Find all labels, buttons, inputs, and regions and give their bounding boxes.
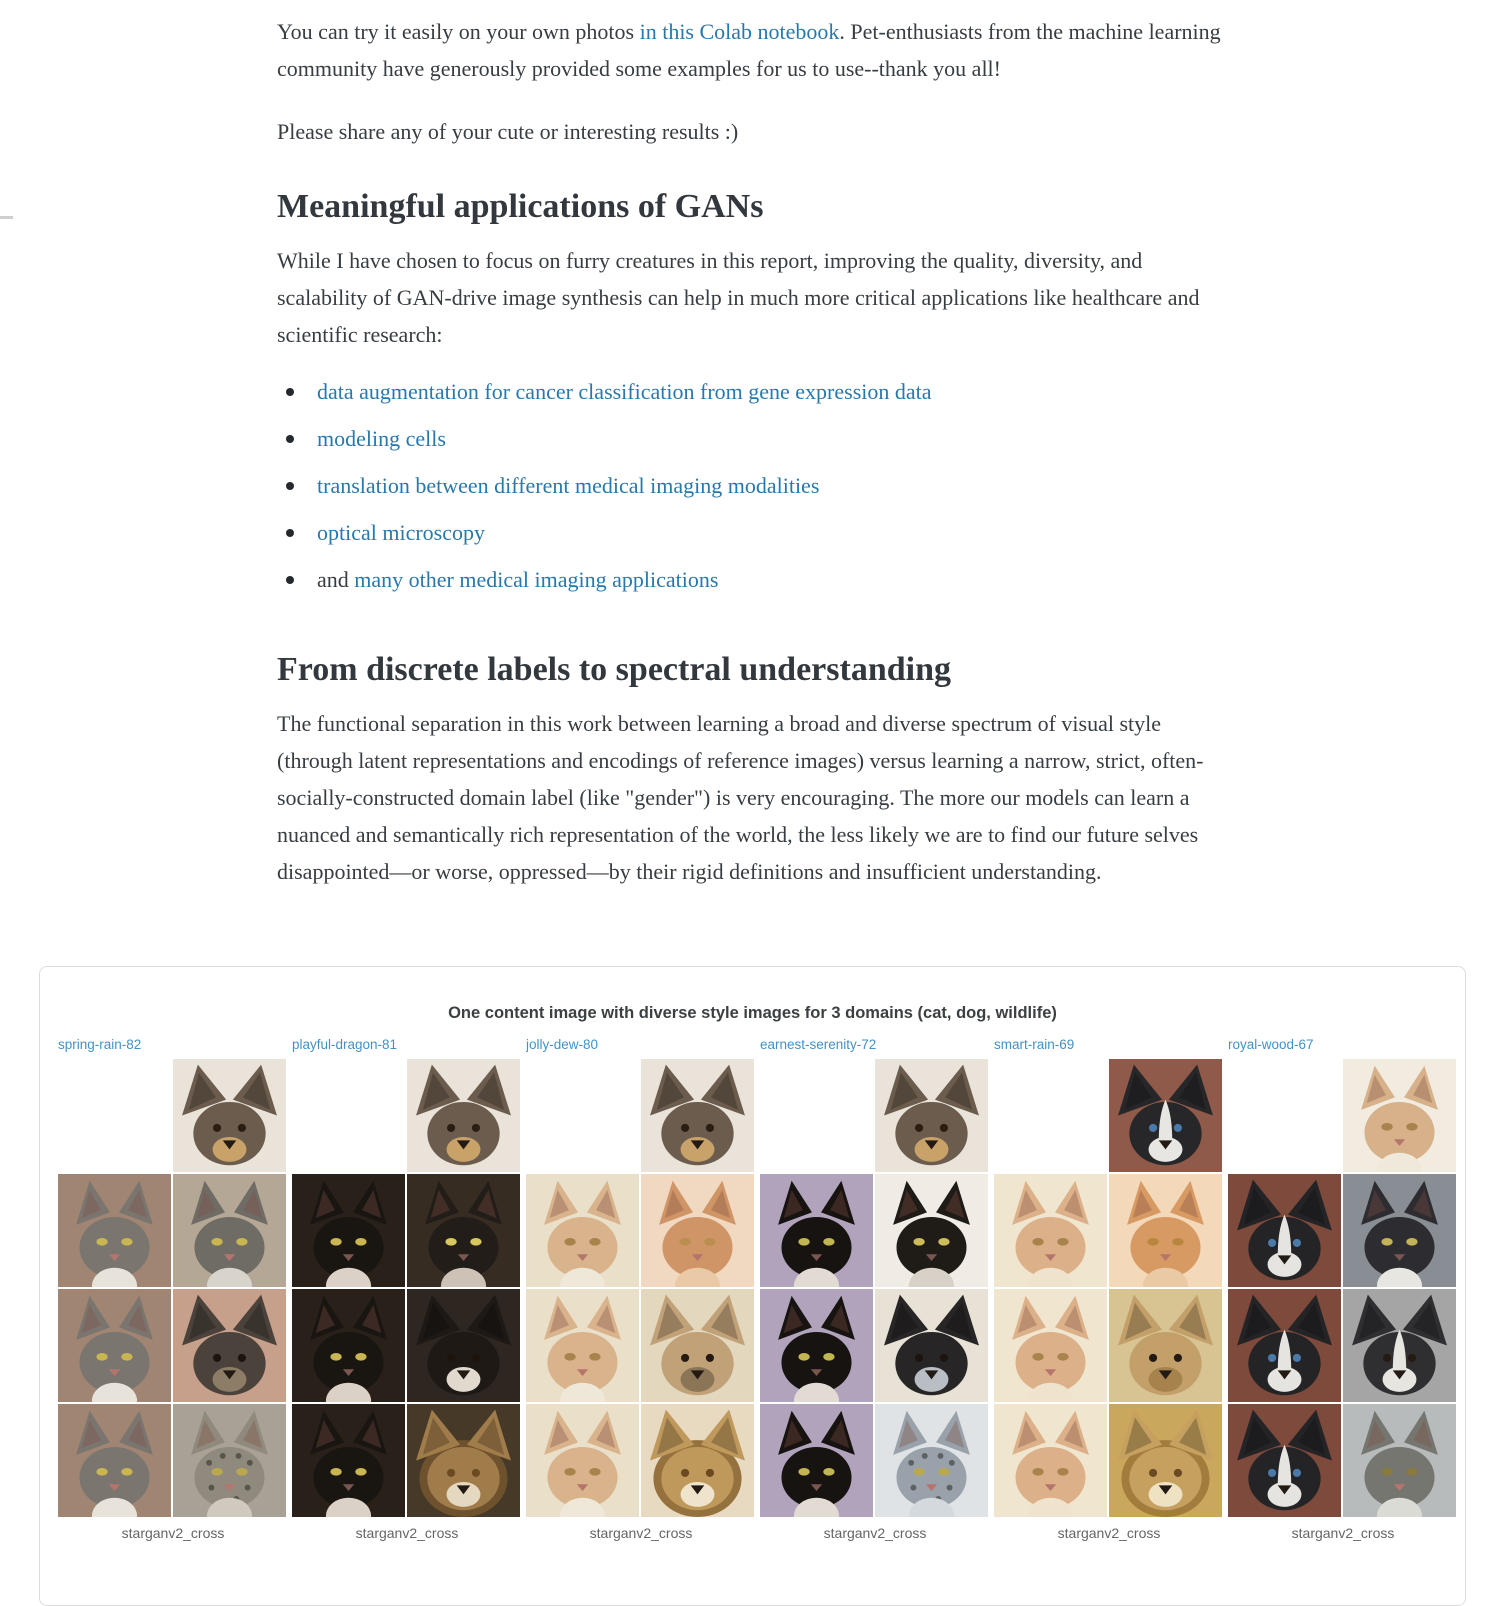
link-modeling-cells[interactable]: modeling cells <box>317 426 446 451</box>
link-data-augmentation[interactable]: data augmentation for cancer classification from gene expression data <box>317 379 932 404</box>
empty-cell <box>58 1059 171 1172</box>
output-cat-image[interactable] <box>875 1174 988 1287</box>
output-cat-image[interactable] <box>407 1174 520 1287</box>
run-name-link[interactable]: spring-rain-82 <box>58 1037 142 1052</box>
media-caption: starganv2_cross <box>589 1525 693 1541</box>
media-panel <box>39 966 1466 1606</box>
link-other-medical-imaging[interactable]: many other medical imaging applications <box>354 567 719 592</box>
output-wildlife-image[interactable] <box>1109 1404 1222 1517</box>
heading-meaningful-applications: Meaningful applications of GANs <box>277 188 764 225</box>
image-grid <box>292 1059 522 1517</box>
empty-cell <box>760 1059 873 1172</box>
colab-notebook-link[interactable]: in this Colab notebook <box>639 19 840 44</box>
output-dog-image[interactable] <box>875 1289 988 1402</box>
run-column <box>1228 1037 1458 1541</box>
style-cat-image[interactable] <box>526 1289 639 1402</box>
empty-cell <box>292 1059 405 1172</box>
media-panel-title: One content image with diverse style images for 3 domains (cat, dog, wildlife) <box>448 1004 1057 1022</box>
run-name-link[interactable]: earnest-serenity-72 <box>760 1037 877 1052</box>
style-dog-image[interactable] <box>1228 1289 1341 1402</box>
image-grid <box>994 1059 1224 1517</box>
paragraph-spectral: The functional separation in this work between learning a broad and diverse spectrum of visual style (through latent representations and encodings of reference images) versus learning a narrow, strict, often-socially-constructed domain label (like "gender") is very encouraging. The more our models can learn a nuanced and semantically rich representation of the world, the less likely we are to find our future selves disappointed—or worse, oppressed—by their rigid definitions and insufficient understanding. <box>277 711 1204 884</box>
output-cat-image[interactable] <box>1109 1174 1222 1287</box>
output-wildlife-image[interactable] <box>1343 1404 1456 1517</box>
style-cat-image[interactable] <box>292 1404 405 1517</box>
list-item <box>277 424 1225 454</box>
list-item <box>277 565 1225 595</box>
style-cat-image[interactable] <box>292 1174 405 1287</box>
content-dog-image[interactable] <box>641 1059 754 1172</box>
style-cat-image[interactable] <box>292 1289 405 1402</box>
bullet-icon <box>286 576 294 584</box>
output-cat-image[interactable] <box>173 1174 286 1287</box>
empty-cell <box>526 1059 639 1172</box>
run-column <box>292 1037 522 1541</box>
bullet-icon <box>286 435 294 443</box>
bullet-icon <box>286 482 294 490</box>
image-grid <box>1228 1059 1458 1517</box>
content-dog-image[interactable] <box>875 1059 988 1172</box>
style-cat-image[interactable] <box>526 1174 639 1287</box>
content-cat-image[interactable] <box>1343 1059 1456 1172</box>
output-dog-image[interactable] <box>173 1289 286 1402</box>
output-wildlife-image[interactable] <box>875 1404 988 1517</box>
run-column <box>58 1037 288 1541</box>
paragraph-text: You can try it easily on your own photos <box>277 19 640 44</box>
run-column <box>526 1037 756 1541</box>
list-item-text: and <box>317 567 355 592</box>
applications-list <box>277 377 1225 595</box>
run-column <box>760 1037 990 1541</box>
paragraph-share: Please share any of your cute or interesting results :) <box>277 119 739 144</box>
output-wildlife-image[interactable] <box>407 1404 520 1517</box>
style-dog-image[interactable] <box>1228 1174 1341 1287</box>
run-name-link[interactable]: royal-wood-67 <box>1228 1037 1314 1052</box>
report-body <box>277 0 1225 890</box>
style-cat-image[interactable] <box>994 1289 1107 1402</box>
heading-spectral-understanding: From discrete labels to spectral understanding <box>277 651 951 688</box>
output-cat-image[interactable] <box>641 1174 754 1287</box>
empty-cell <box>994 1059 1107 1172</box>
style-cat-image[interactable] <box>58 1404 171 1517</box>
media-panel-grid <box>40 1023 1465 1541</box>
left-margin-dash <box>0 216 13 219</box>
list-item <box>277 518 1225 548</box>
output-cat-image[interactable] <box>1343 1174 1456 1287</box>
paragraph-colab <box>277 0 1225 87</box>
list-item <box>277 377 1225 407</box>
output-wildlife-image[interactable] <box>641 1404 754 1517</box>
style-cat-image[interactable] <box>58 1174 171 1287</box>
style-cat-image[interactable] <box>994 1404 1107 1517</box>
style-cat-image[interactable] <box>760 1174 873 1287</box>
link-optical-microscopy[interactable]: optical microscopy <box>317 520 486 545</box>
output-wildlife-image[interactable] <box>173 1404 286 1517</box>
run-name-link[interactable]: playful-dragon-81 <box>292 1037 398 1052</box>
link-medical-imaging-translation[interactable]: translation between different medical imaging modalities <box>317 473 820 498</box>
paragraph-applications-intro: While I have chosen to focus on furry creatures in this report, improving the quality, diversity, and scalability of GAN-drive image synthesis can help in much more critical applications like healthcare and scientific research: <box>277 248 1200 347</box>
content-dog-image[interactable] <box>1109 1059 1222 1172</box>
media-caption: starganv2_cross <box>1291 1525 1395 1541</box>
style-cat-image[interactable] <box>994 1174 1107 1287</box>
content-dog-image[interactable] <box>407 1059 520 1172</box>
style-cat-image[interactable] <box>760 1289 873 1402</box>
style-cat-image[interactable] <box>760 1404 873 1517</box>
media-caption: starganv2_cross <box>121 1525 225 1541</box>
bullet-icon <box>286 529 294 537</box>
list-item <box>277 471 1225 501</box>
output-dog-image[interactable] <box>1343 1289 1456 1402</box>
image-grid <box>526 1059 756 1517</box>
run-column <box>994 1037 1224 1541</box>
media-caption: starganv2_cross <box>355 1525 459 1541</box>
run-name-link[interactable]: smart-rain-69 <box>994 1037 1075 1052</box>
image-grid <box>58 1059 288 1517</box>
style-cat-image[interactable] <box>526 1404 639 1517</box>
media-caption: starganv2_cross <box>823 1525 927 1541</box>
empty-cell <box>1228 1059 1341 1172</box>
image-grid <box>760 1059 990 1517</box>
bullet-icon <box>286 388 294 396</box>
paragraph-text: . Pet-enthusiasts from the machine learning community have generously provided some examples for us to use--thank you all! <box>277 19 1221 81</box>
style-dog-image[interactable] <box>1228 1404 1341 1517</box>
run-name-link[interactable]: jolly-dew-80 <box>526 1037 599 1052</box>
output-dog-image[interactable] <box>1109 1289 1222 1402</box>
output-dog-image[interactable] <box>407 1289 520 1402</box>
output-dog-image[interactable] <box>641 1289 754 1402</box>
media-caption: starganv2_cross <box>1057 1525 1161 1541</box>
style-cat-image[interactable] <box>58 1289 171 1402</box>
content-dog-image[interactable] <box>173 1059 286 1172</box>
